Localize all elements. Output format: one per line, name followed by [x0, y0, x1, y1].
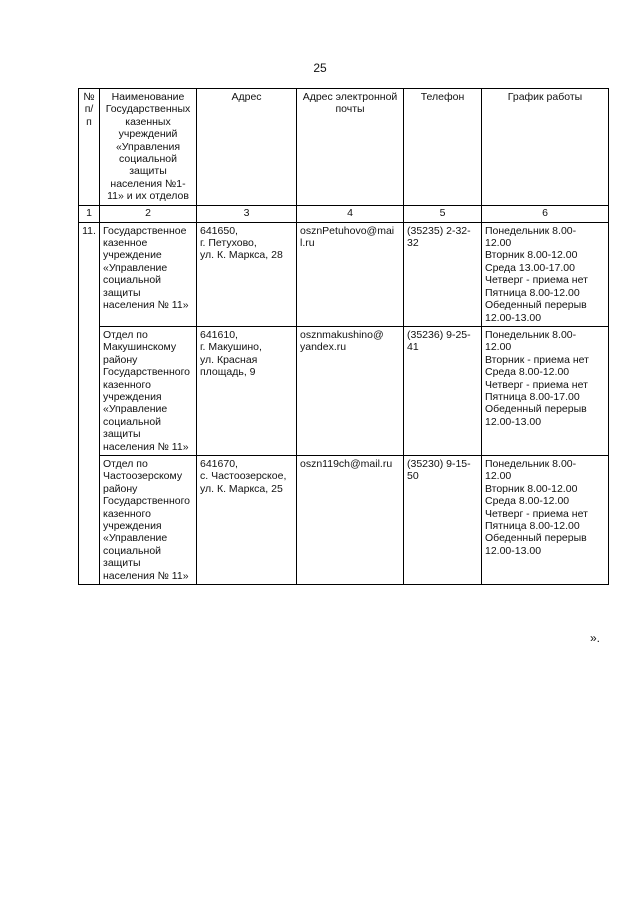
- header-address: Адрес: [197, 89, 297, 206]
- phone: (35230) 9-15- 50: [404, 455, 482, 584]
- header-email: Адрес электронной почты: [297, 89, 404, 206]
- email: osznmakushino@ yandex.ru: [297, 326, 404, 455]
- phone: (35236) 9-25- 41: [404, 326, 482, 455]
- column-number: 6: [482, 205, 609, 222]
- header-phone: Телефон: [404, 89, 482, 206]
- column-number: 4: [297, 205, 404, 222]
- institution-name: Государственное казенное учреждение «Управление социальной защиты населения № 11»: [100, 222, 197, 326]
- phone: (35235) 2-32- 32: [404, 222, 482, 326]
- institution-name: Отдел по Частоозерскому району Государственного казенного учреждения «Управление социальной защиты населения № 11»: [100, 455, 197, 584]
- email: oszn119ch@mail.ru: [297, 455, 404, 584]
- column-number: 5: [404, 205, 482, 222]
- table-row: [79, 222, 609, 326]
- schedule: Понедельник 8.00- 12.00 Вторник - приема нет Среда 8.00-12.00 Четверг - приема нет Пятница 8.00-17.00 Обеденный перерыв 12.00-13.00: [482, 326, 609, 455]
- page-number: 25: [313, 61, 327, 75]
- address: 641670, с. Частоозерское, ул. К. Маркса, 25: [197, 455, 297, 584]
- schedule: Понедельник 8.00- 12.00 Вторник 8.00-12.00 Среда 13.00-17.00 Четверг - приема нет Пятница 8.00-12.00 Обеденный перерыв 12.00-13.00: [482, 222, 609, 326]
- schedule: Понедельник 8.00- 12.00 Вторник 8.00-12.00 Среда 8.00-12.00 Четверг - приема нет Пятница 8.00-12.00 Обеденный перерыв 12.00-13.00: [482, 455, 609, 584]
- header-schedule: График работы: [482, 89, 609, 206]
- institutions-table: [78, 88, 609, 585]
- row-index: 11.: [79, 222, 100, 584]
- address: 641610, г. Макушино, ул. Красная площадь, 9: [197, 326, 297, 455]
- column-number-row: [79, 205, 609, 222]
- table-row: [79, 455, 609, 584]
- table-row: [79, 326, 609, 455]
- address: 641650, г. Петухово, ул. К. Маркса, 28: [197, 222, 297, 326]
- column-number: 2: [100, 205, 197, 222]
- institution-name: Отдел по Макушинскому району Государственного казенного учреждения «Управление социальной защиты населения № 11»: [100, 326, 197, 455]
- column-number: 3: [197, 205, 297, 222]
- header-name: Наименование Государственных казенных учреждений «Управления социальной защиты населения №1- 11» и их отделов: [100, 89, 197, 206]
- table-header-row: [79, 89, 609, 206]
- email: osznPetuhovo@mai l.ru: [297, 222, 404, 326]
- column-number: 1: [79, 205, 100, 222]
- closing-quote-mark: ».: [590, 631, 601, 645]
- header-index: № п/п: [79, 89, 100, 206]
